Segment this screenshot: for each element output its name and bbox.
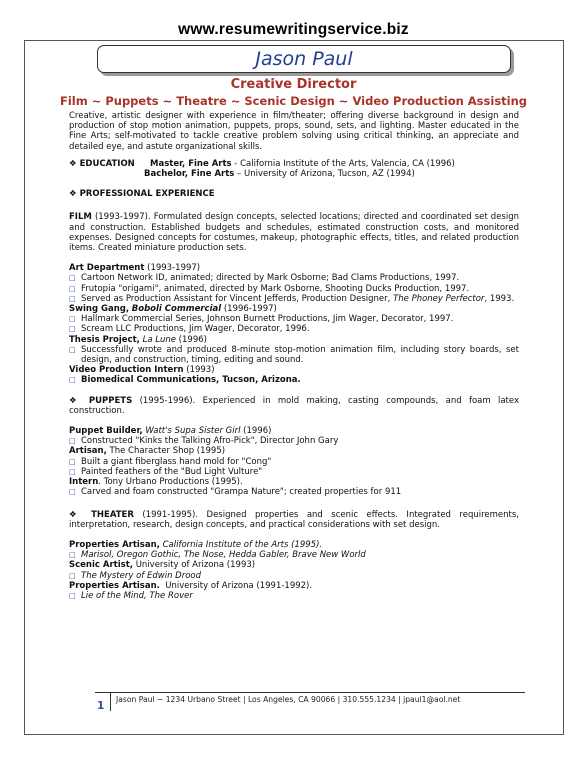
list-item-text: Cartoon Network ID, animated; directed by Mark Osborne; Bad Clams Productions, 1997.	[81, 273, 460, 284]
role-years: (1996)	[175, 334, 207, 345]
list-item-text: Painted feathers of the "Bud Light Vulture"	[81, 466, 263, 477]
list-item	[69, 345, 519, 365]
role-org: . Tony Urbano Productions (1995).	[98, 477, 243, 488]
degree-detail: – University of Arizona, Tucson, AZ (1994)	[234, 169, 415, 180]
role-heading	[69, 335, 519, 345]
list-item-text	[81, 294, 519, 304]
list-item-part: Served as Production Assistant for Vincent Jefferds, Production Designer,	[81, 293, 394, 304]
education-heading: ❖ EDUCATION	[69, 158, 135, 169]
list-item	[69, 324, 519, 334]
production-title: Boboli Commercial	[131, 304, 222, 315]
theater-summary	[69, 510, 519, 530]
specialties-subtitle: Film ~ Puppets ~ Theatre ~ Scenic Design ~ Video Production Assisting	[59, 94, 528, 108]
production-title: La Lune	[142, 334, 176, 345]
list-item-text: Scream LLC Productions, Jim Wager, Decorator, 1996.	[81, 324, 310, 335]
list-item-text: Hallmark Commercial Series, Johnson Burnett Productions, Jim Wager, Decorator, 1997.	[81, 314, 454, 325]
checkbox-bullet-icon: □	[69, 294, 76, 303]
checkbox-bullet-icon: □	[69, 284, 76, 293]
list-item	[69, 571, 519, 581]
checkbox-bullet-icon: □	[69, 437, 76, 446]
list-item	[69, 550, 519, 560]
list-item	[69, 314, 519, 324]
checkbox-bullet-icon: □	[69, 457, 76, 466]
page-number: 1	[97, 700, 105, 712]
list-item	[69, 294, 519, 304]
role-years: (1996-1997)	[221, 304, 277, 315]
checkbox-bullet-icon: □	[69, 488, 76, 497]
list-item	[69, 284, 519, 294]
role-years: (1996)	[240, 426, 272, 437]
role-org: University of Arizona (1991-1992).	[159, 580, 313, 591]
candidate-name: Jason Paul	[255, 48, 353, 70]
film-text: (1993-1997). Formulated design concepts, selected locations; directed and coordinated set design and construction. Established budgets and schedules, estimated construction costs, and monitored expenses. Designed concepts for costumes, makeup, photographic effects, titles, and related production items. Created miniature production sets.	[69, 212, 519, 254]
puppets-text: (1995-1996). Experienced in mold making, casting compounds, and foam latex construction.	[69, 395, 520, 416]
summary-paragraph: Creative, artistic designer with experience in film/theater; offering diverse background in design and production of stop motion animation, puppets, props, sound, sets, and lighting. Master educated in the Fine Arts; self-motivated to tackle creative problem solving using critical thinking, an appreciate and detailed eye, and astute organizational skills.	[69, 111, 519, 152]
role-title: Artisan,	[69, 446, 107, 457]
theater-label: ❖ THEATER	[69, 509, 134, 520]
role-heading	[69, 477, 519, 487]
role-heading	[69, 446, 519, 456]
checkbox-bullet-icon: □	[69, 325, 76, 334]
education-entry	[144, 169, 519, 179]
film-label: FILM	[69, 212, 92, 223]
role-org: California Institute of the Arts (1995).	[162, 539, 323, 550]
checkbox-bullet-icon: □	[69, 376, 76, 385]
list-item-text: The Mystery of Edwin Drood	[81, 570, 201, 581]
education-section	[69, 159, 519, 179]
role-heading	[69, 365, 519, 375]
checkbox-bullet-icon: □	[69, 467, 76, 476]
list-item-text: Frutopia "origami", animated, directed by Mark Osborne, Shooting Ducks Production, 1997.	[81, 283, 470, 294]
experience-heading: ❖ PROFESSIONAL EXPERIENCE	[69, 189, 215, 200]
film-summary	[69, 212, 519, 253]
list-item-text: Biomedical Communications, Tucson, Arizona.	[81, 375, 301, 386]
name-banner	[97, 45, 511, 73]
role-title: Properties Artisan.	[69, 580, 160, 591]
checkbox-bullet-icon: □	[69, 571, 76, 580]
list-item	[69, 467, 519, 477]
role-title: Intern	[69, 477, 99, 488]
list-item	[69, 591, 519, 601]
list-item	[69, 436, 519, 446]
checkbox-bullet-icon: □	[69, 591, 76, 600]
footer-vertical-divider	[110, 692, 111, 711]
role-heading	[69, 560, 519, 570]
list-item-text: Constructed "Kinks the Talking Afro-Pick", Director John Gary	[81, 436, 339, 447]
role-org: University of Arizona (1993)	[133, 560, 256, 571]
degree-title: Master, Fine Arts	[150, 158, 232, 169]
role-org: The Character Shop (1995)	[106, 446, 226, 457]
list-item-text: Successfully wrote and produced 8-minute stop-motion animation film, including story boards, set design, and construction, timing, editing and sound.	[81, 344, 519, 366]
role-title: Scenic Artist,	[69, 560, 133, 571]
role-title: Video Production Intern	[69, 365, 184, 376]
role-heading	[69, 581, 519, 591]
role-title: Art Department	[69, 263, 145, 274]
degree-title: Bachelor, Fine Arts	[144, 169, 235, 180]
checkbox-bullet-icon: □	[69, 551, 76, 560]
role-title: Properties Artisan,	[69, 539, 160, 550]
theater-text: (1991-1995). Designed properties and scenic effects. Integrated requirements, interpretation, research, design concepts, and practical considerations with set design.	[69, 509, 520, 530]
list-item-text: Carved and foam constructed "Grampa Nature"; created properties for 911	[81, 487, 402, 498]
role-heading	[69, 540, 519, 550]
production-title: Watt's Supa Sister Girl	[145, 426, 241, 437]
footer-divider	[95, 692, 525, 693]
list-item	[69, 375, 519, 385]
role-heading	[69, 304, 519, 314]
checkbox-bullet-icon: □	[69, 274, 76, 283]
role-heading	[69, 426, 519, 436]
list-item-part: , 1993.	[484, 293, 515, 304]
list-item	[69, 273, 519, 283]
role-heading	[69, 263, 519, 273]
puppets-summary	[69, 396, 519, 416]
footer-contact: Jason Paul ~ 1234 Urbano Street | Los Angeles, CA 90066 | 310.555.1234 | jpaul1@aol.net	[116, 695, 461, 704]
role-years: (1993-1997)	[144, 263, 201, 274]
checkbox-bullet-icon: □	[69, 345, 76, 354]
checkbox-bullet-icon: □	[69, 315, 76, 324]
list-item	[69, 487, 519, 497]
role-title: Puppet Builder,	[69, 426, 143, 437]
resume-body	[69, 111, 519, 601]
list-item	[69, 457, 519, 467]
degree-detail: - California Institute of the Arts, Valencia, CA (1996)	[231, 158, 455, 169]
role-years: (1993)	[183, 365, 215, 376]
job-title: Creative Director	[230, 77, 357, 92]
site-url[interactable]: www.resumewritingservice.biz	[178, 21, 409, 38]
education-entry	[147, 159, 519, 169]
list-item-text: Built a giant fiberglass hand mold for "Cong"	[81, 456, 272, 467]
list-item-text: Lie of the Mind, The Rover	[81, 590, 193, 601]
production-title: The Phoney Perfector	[393, 293, 485, 304]
role-title: Swing Gang,	[69, 304, 130, 315]
list-item-text: Marisol, Oregon Gothic, The Nose, Hedda Gabler, Brave New World	[81, 550, 366, 561]
puppets-label: ❖ PUPPETS	[69, 395, 133, 406]
role-title: Thesis Project,	[69, 334, 140, 345]
